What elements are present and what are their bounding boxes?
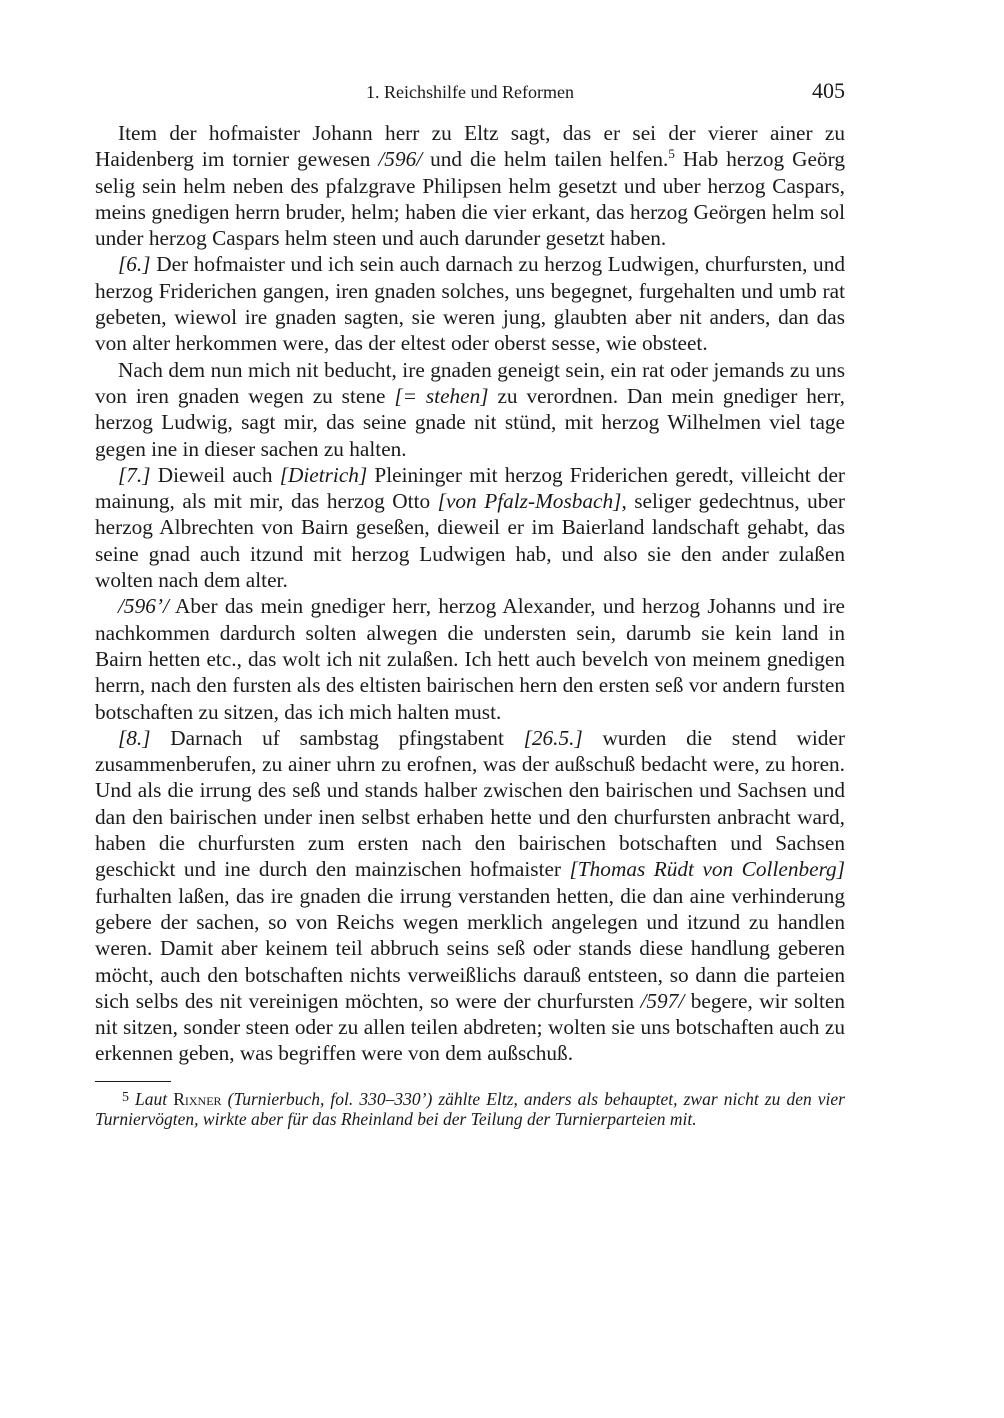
text-run: Dieweil auch xyxy=(150,462,280,487)
editorial-note: [Dietrich] xyxy=(279,462,368,487)
page-marker: /596/ xyxy=(378,147,423,172)
text-run: Hab herzog Geörg selig sein helm neben des pfalzgrave Philipsen helm gesetzt und uber herzog Caspars, meins gnedigen herrn bruder, helm; haben die vier erkant, das herzog Geörgen helm sol under herzog Caspars helm steen und auch darunder gesetzt haben. xyxy=(95,147,846,251)
text-run: Der hofmaister und ich sein auch darnach zu herzog Ludwigen, churfursten, und herzog Friderichen gangen, iren gnaden solches, uns begegnet, furgehalten und umb rat gebeten, wiewol ire gnaden sagten, sie weren jung, glaubten aber nit anders, dan das von alter herkommen were, das der eltest oder oberst sesse, wie obsteet. xyxy=(95,252,845,356)
text-run: zu verordnen. Dan mein gnediger herr, herzog Ludwig, sagt mir, das seine gnade nit stünd, mit herzog Wilhelmen viel tage gegen ine in dieser sachen zu halten. xyxy=(95,383,845,461)
paragraph xyxy=(95,593,845,724)
text-run: Pleininger mit herzog Friderichen geredt, villeicht der mainung, als mit mir, das herzog Otto xyxy=(95,462,845,514)
footnote-number: 5 xyxy=(122,1089,129,1105)
text-run: Nach dem nun mich nit beducht, ire gnaden geneigt sein, ein rat oder jemands zu uns von iren gnaden wegen zu stene xyxy=(95,357,845,408)
paragraph xyxy=(95,120,845,251)
footnote-rule xyxy=(95,1081,171,1082)
text-run: begere, wir solten nit sitzen, sonder steen oder zu allen teilen abdreten; wolten sie uns botschaften auch zu erkennen geben, was begriffen were von dem außschuß. xyxy=(95,988,845,1066)
section-number: [8.] xyxy=(118,725,151,750)
text-run: und die helm tailen helfen. xyxy=(422,147,669,172)
text-run: wurden die stend wider zusammenberufen, zu ainer uhrn zu erofnen, was der außschuß bedacht were, zu horen. Und als die irrung des seß und stands halber zwischen den bairischen und Sachsen und dan den bairischen under inen selbst erhaben hette und den churfursten anbracht ward, haben die churfursten zum ersten nach den bairischen botschaften und Sachsen geschickt und ine durch den mainzischen hofmaister xyxy=(95,725,845,882)
footnote-reference[interactable]: 5 xyxy=(668,146,675,162)
paragraph xyxy=(95,357,845,462)
editorial-note: [26.5.] xyxy=(523,725,583,750)
page-marker: /596’/ xyxy=(118,594,169,619)
page-number: 405 xyxy=(812,78,845,103)
text-run: furhalten laßen, das ire gnaden die irrung verstanden hetten, die dan aine verhinderung gebere der sachen, so von Reichs wegen merklich angelegen und itzund zu handlen weren. Damit aber keinem teil abbruch seins seß oder stands diese handlung geberen möcht, auch den botschaften nichts verweißlichs darauß entsteen, so dann die parteien sich selbs des nit vereinigen möchten, so were der churfursten xyxy=(95,883,845,1013)
document-page xyxy=(95,78,845,1129)
running-title: 1. Reichshilfe und Reformen xyxy=(366,82,574,102)
section-number: [7.] xyxy=(118,462,151,487)
editorial-note: [Thomas Rüdt von Collenberg] xyxy=(569,857,845,882)
text-run: , seliger gedechtnus, uber herzog Albrechten von Bairn geseßen, dieweil er im Baierland landschaft gehabt, das seine gnad auch itzund mit herzog Ludwigen hab, und also sie den ander zulaßen wolten nach dem alter. xyxy=(95,489,845,593)
paragraph xyxy=(95,251,845,356)
editorial-note: [= stehen] xyxy=(394,383,489,408)
footnote xyxy=(95,1088,845,1129)
page-marker: /597/ xyxy=(640,988,685,1013)
text-run: Item der hofmaister Johann herr zu Eltz sagt, das er sei der vierer ainer zu Haidenberg im tornier gewesen xyxy=(95,121,845,172)
paragraph xyxy=(95,725,845,1067)
text-run: Darnach uf sambstag pfingstabent xyxy=(150,725,524,750)
footnote-text: Laut xyxy=(135,1088,174,1109)
running-header xyxy=(95,78,845,108)
body-text xyxy=(95,120,845,1067)
paragraph xyxy=(95,462,845,593)
footnote-text: (Turnierbuch, fol. 330–330’) zählte Eltz, anders als behauptet, zwar nicht zu den vier Turniervögten, wirkte aber für das Rheinland bei der Teilung der Turnierparteien mit. xyxy=(95,1088,845,1129)
editorial-note: [von Pfalz-Mosbach] xyxy=(437,489,622,514)
author-name: Rixner xyxy=(173,1088,222,1109)
section-number: [6.] xyxy=(118,252,151,277)
text-run: Aber das mein gnediger herr, herzog Alexander, und herzog Johanns und ire nachkommen dardurch solten alwegen die understen sein, darumb sie kein land in Bairn hetten etc., das wolt ich nit zulaßen. Ich hett auch bevelch von meinem gnedigen herrn, nach den fursten als des eltisten bairischen hern den ersten seß vor andern fursten botschaften zu sitzen, das ich mich halten must. xyxy=(95,594,845,724)
